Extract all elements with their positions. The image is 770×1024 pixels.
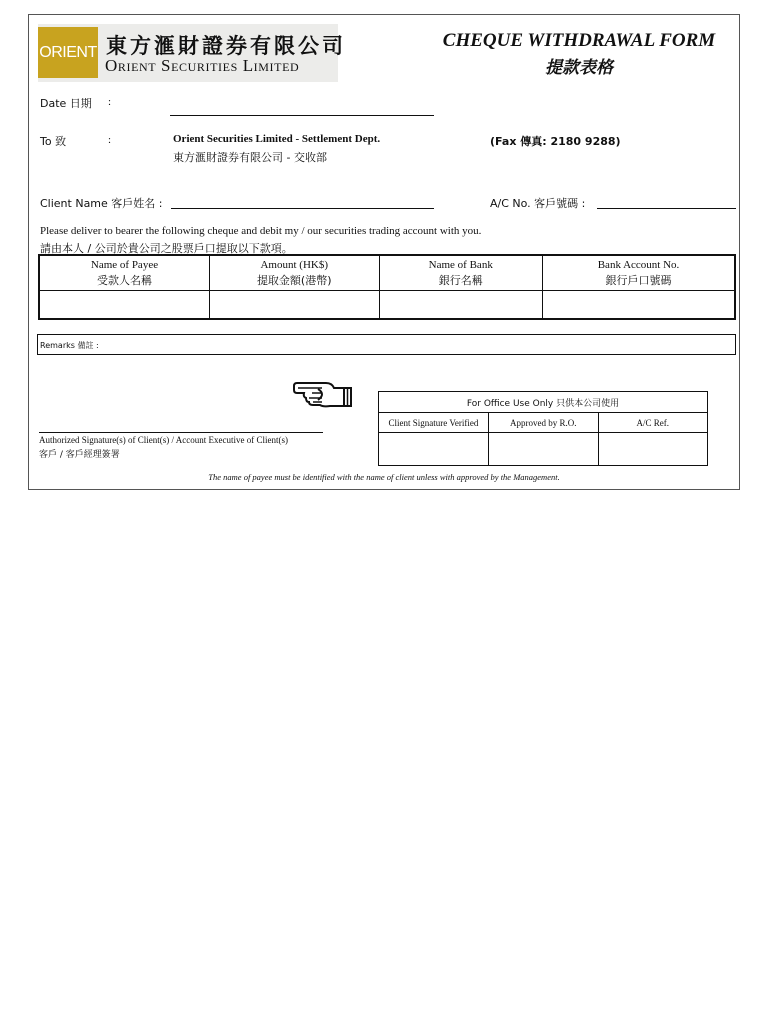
date-field[interactable] [170, 115, 434, 116]
fax-number: (Fax 傳真: 2180 9288) [490, 135, 621, 148]
bank-name-input[interactable] [379, 291, 543, 320]
payee-table [38, 254, 736, 320]
date-colon: : [108, 96, 112, 108]
signature-caption-english: Authorized Signature(s) of Client(s) / Account Executive of Client(s) [39, 435, 288, 445]
bank-column-header [379, 255, 543, 291]
approved-by-header: Approved by R.O. [488, 413, 598, 433]
to-colon: : [108, 134, 112, 146]
payee-header-english: Name of Payee [90, 259, 159, 271]
amount-header-english: Amount (HK$) [260, 259, 328, 271]
form-title-english: CHEQUE WITHDRAWAL FORM [442, 30, 716, 51]
signature-verified-header: Client Signature Verified [379, 413, 489, 433]
office-use-table [378, 391, 708, 466]
recipient-name-chinese: 東方滙財證券有限公司 - 交收部 [173, 151, 327, 164]
pointing-hand-icon [292, 380, 354, 410]
remarks-field[interactable]: Remarks 備註 : [37, 334, 736, 355]
payee-table-header [39, 255, 735, 291]
approved-by-cell[interactable] [488, 433, 598, 466]
signature-caption-chinese: 客戶 / 客戶經理簽署 [39, 450, 120, 460]
amount-column-header [209, 255, 379, 291]
payee-header-chinese: 受款人名稱 [96, 274, 152, 287]
signature-line[interactable] [39, 432, 323, 433]
ac-ref-cell[interactable] [598, 433, 707, 466]
company-name-english: Orient Securities Limited [105, 56, 300, 75]
form-title-chinese: 提款表格 [545, 58, 613, 78]
bank-header-chinese: 銀行名稱 [438, 274, 483, 287]
bank-account-header-english: Bank Account No. [597, 259, 680, 271]
instruction-english: Please deliver to bearer the following cheque and debit my / our securities trading account with you. [40, 225, 482, 237]
signature-verified-cell[interactable] [379, 433, 489, 466]
amount-input[interactable] [209, 291, 379, 320]
office-use-title: For Office Use Only 只供本公司使用 [379, 392, 708, 413]
payee-table-row [39, 291, 735, 320]
amount-header-chinese: 提取金額(港幣) [256, 274, 332, 287]
account-number-field[interactable] [597, 208, 736, 209]
to-label: To 致 [40, 135, 67, 148]
instruction-chinese: 請由本人 / 公司於貴公司之股票戶口提取以下款項。 [40, 242, 293, 255]
company-name-chinese: 東方滙財證券有限公司 [106, 34, 346, 58]
footnote: The name of payee must be identified with the name of client unless with approved by the Management. [208, 472, 560, 482]
account-number-label: A/C No. 客戶號碼 : [490, 197, 586, 210]
client-name-field[interactable] [171, 208, 434, 209]
client-name-label: Client Name 客戶姓名 : [40, 197, 163, 210]
recipient-name-english: Orient Securities Limited - Settlement Dept. [173, 133, 381, 145]
bank-header-english: Name of Bank [428, 259, 493, 271]
ac-ref-header: A/C Ref. [598, 413, 707, 433]
orient-logo: ORIENT [38, 27, 98, 78]
bank-account-header-chinese: 銀行戶口號碼 [605, 274, 672, 287]
bank-account-column-header [543, 255, 735, 291]
payee-name-input[interactable] [39, 291, 209, 320]
bank-account-input[interactable] [543, 291, 735, 320]
date-label: Date 日期 [40, 97, 92, 110]
payee-column-header [39, 255, 209, 291]
